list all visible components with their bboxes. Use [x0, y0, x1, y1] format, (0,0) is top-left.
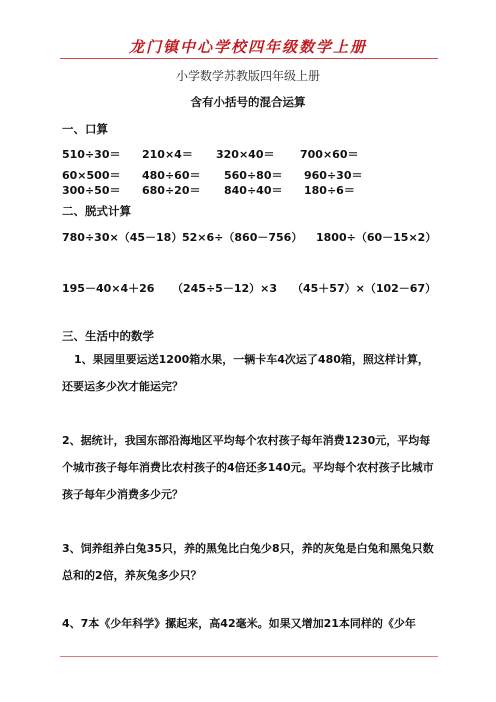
section-oral-heading: 一、口算 [62, 122, 108, 136]
calc-expression: （45＋57）×（102－67） [292, 282, 437, 295]
calc-expression: 52×6÷（860－756） [182, 231, 303, 244]
calc-expression: 780÷30×（45－18） [62, 231, 183, 244]
calc-expression: 195－40×4＋26 [62, 282, 155, 295]
oral-item: 700×60＝ [300, 148, 359, 161]
oral-item: 560÷80＝ [224, 169, 283, 182]
section-life-heading: 三、生活中的数学 [62, 329, 154, 343]
page-subtitle: 小学数学苏教版四年级上册 [175, 69, 320, 83]
oral-item: 510÷30＝ [62, 148, 121, 161]
oral-item: 960÷30＝ [304, 169, 363, 182]
oral-item: 210×4＝ [142, 148, 193, 161]
section-calc-heading: 二、脱式计算 [62, 204, 131, 218]
word-problem-3: 3、饲养组养白兔35只，养的黑兔比白兔少8只，养的灰兔是白兔和黑兔只数总和的2倍，养灰兔多少只？ [62, 542, 434, 582]
oral-item: 180÷6＝ [304, 184, 355, 197]
page-title: 含有小括号的混合运算 [190, 95, 306, 109]
footer-divider [60, 656, 438, 657]
oral-item: 320×40＝ [216, 148, 275, 161]
oral-item: 680÷20＝ [142, 184, 201, 197]
word-problem-1: 1、果园里要运送1200箱水果，一辆卡车4次运了480箱，照这样计算，还要运多少次才能运完？ [62, 353, 429, 393]
calc-expression: 1800÷（60－15×2） [316, 231, 437, 244]
oral-item: 840÷40＝ [224, 184, 283, 197]
word-problem-4: 4、7本《少年科学》摞起来，高42毫米。如果又增加21本同样的《少年 [62, 617, 416, 630]
oral-item: 60×500＝ [62, 169, 121, 182]
oral-item: 480÷60＝ [142, 169, 201, 182]
word-problem-2: 2、据统计，我国东部沿海地区平均每个农村孩子每年消费1230元，平均每个城市孩子每年消费比农村孩子的4倍还多140元。平均每个农村孩子比城市孩子每年少消费多少元？ [62, 434, 434, 501]
school-header-title: 龙门镇中心学校四年级数学上册 [128, 38, 367, 56]
calc-expression: （245÷5－12）×3 [172, 282, 278, 295]
header-divider [60, 58, 438, 59]
oral-item: 300÷50＝ [62, 184, 121, 197]
